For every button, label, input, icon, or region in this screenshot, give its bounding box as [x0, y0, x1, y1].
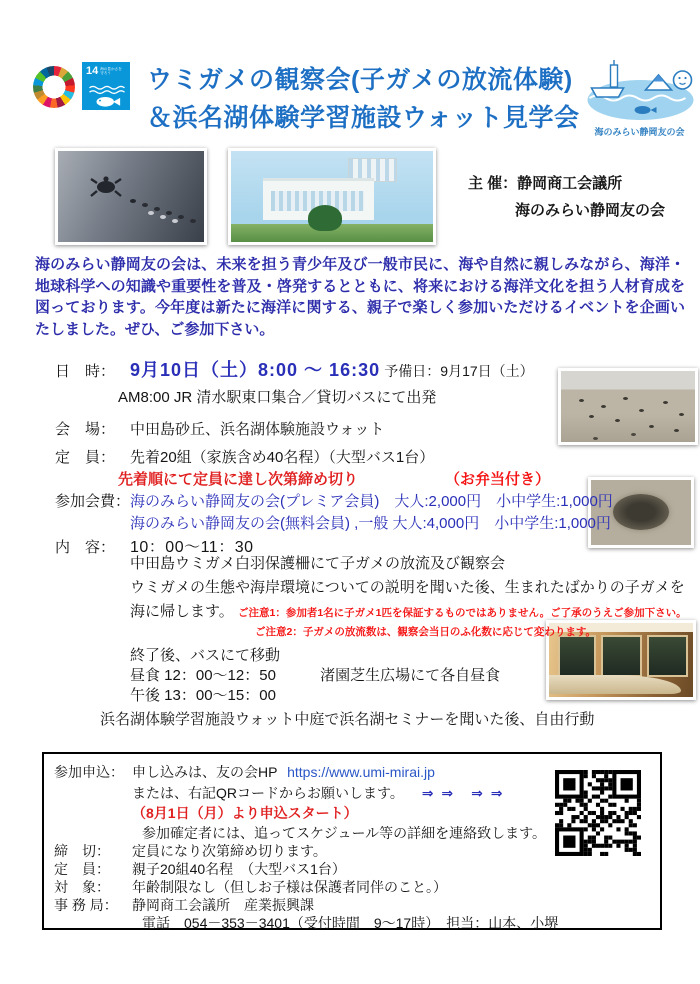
fee-premium-value: 海のみらい静岡友の会(プレミア会員) 大人:2,000円 小中学生:1,000円: [130, 493, 613, 510]
after-row: 終了後、バスにて移動: [130, 647, 281, 664]
sdg14-number: 14: [86, 65, 99, 77]
deadline-label: 締 切：: [54, 843, 110, 859]
arrow-icons: ⇒ ⇒ ⇒ ⇒: [421, 785, 505, 801]
tomonokai-hp-link[interactable]: https://www.umi-mirai.jp: [287, 764, 435, 780]
sdg-goal14-icon: [82, 62, 130, 110]
capacity-note-row: [118, 468, 550, 489]
content-line1: 中田島ウミガメ白羽保護柵にて子ガメの放流及び観察会: [130, 555, 506, 572]
logo-caption: 海のみらい静岡友の会: [594, 127, 685, 137]
application-info-box: [42, 752, 662, 930]
target-row: [54, 877, 447, 897]
turtle-silhouette-icon: [86, 171, 126, 201]
box-capacity-value: 親子20組40名程 （大型バス1台）: [132, 861, 346, 877]
tree: [308, 205, 342, 231]
datetime-value: 9月10日（土）8:00 ～ 16:30: [130, 360, 381, 380]
apply-label: 参加申込：: [54, 764, 124, 780]
venue-row: [55, 418, 384, 439]
start-date-note: （8月1日（月）より申込スタート）: [132, 805, 358, 821]
venue-label: 会 場：: [55, 421, 116, 438]
office-label: 事 務 局：: [54, 897, 118, 913]
office-value: 静岡商工会議所 産業振興課: [132, 897, 314, 913]
target-value: 年齢制限なし（但しお子様は保護者同伴のこと。）: [132, 879, 447, 895]
organizer-line1: 主 催：静岡商工会議所: [468, 175, 623, 192]
capacity-row: [55, 446, 434, 467]
intro-paragraph: 海のみらい静岡友の会は、未来を担う青少年及び一般市民に、海や自然に親しみながら、海洋・地球科学への知識や重要性を普及・啓発するとともに、将来における海洋文化を担う人材育成を図っております。今年度は新たに海洋に関する、親子で楽しく参加いただけるイベントを企画いたしました。ぜひ、ご参加下さい。: [35, 256, 685, 338]
qr-instruction: または、右記QRコードからお願いします。: [132, 785, 404, 801]
caution2-note: ご注意2：子ガメの放流数は、観察会当日のふ化数に応じて変わります。: [255, 626, 596, 638]
event-details-section: [0, 356, 700, 756]
caution1-note: ご注意1：参加者1名に子ガメ1匹を保証するものではありません。ご了承のうえご参加下さい。: [237, 607, 687, 619]
content-label: 内 容：: [55, 539, 116, 556]
sea-scene-logo-icon: [583, 60, 696, 122]
capacity-value: 先着20組（家族含め40名程）（大型バス1台）: [130, 449, 435, 466]
baby-turtle-photo: [55, 148, 207, 245]
office-row: [54, 895, 314, 915]
phone-row: 電話 054－353－3401（受付時間 9～17時） 担当：山本、小堺: [142, 915, 559, 931]
apply-intro: 申し込みは、友の会HP: [132, 764, 278, 780]
datetime-backup-note: 予備日：9月17日（土）: [384, 363, 534, 379]
sdg14-label: 海の豊かさを守ろう: [100, 67, 122, 75]
box-capacity-label: 定 員：: [54, 861, 110, 877]
content-line3-row: [130, 600, 687, 621]
qr-instruction-row: [132, 783, 504, 803]
umi-mirai-logo: [583, 60, 696, 138]
organizer-line2: 海のみらい静岡友の会: [515, 202, 666, 219]
afternoon-row: 午後 13：00～15：00: [130, 687, 276, 704]
bento-note: （お弁当付き）: [444, 471, 550, 488]
target-label: 対 象：: [54, 879, 110, 895]
venue-value: 中田島砂丘、浜名湖体験施設ウォット: [130, 421, 385, 438]
hamanako-row: 浜名湖体験学習施設ウォット中庭で浜名湖セミナーを聞いた後、自由行動: [100, 711, 595, 728]
wot-facility-photo: [228, 148, 436, 245]
fee-row2: 海のみらい静岡友の会(無料会員) ,一般 大人:4,000円 小中学生:1,000円: [130, 515, 611, 532]
fee-row1: [55, 490, 613, 511]
capacity-label: 定 員：: [55, 449, 116, 466]
qr-code: [555, 770, 641, 856]
organizer-block: [468, 172, 665, 220]
content-line2: ウミガメの生態や海岸環境についての説明を聞いた後、生まれたばかりの子ガメを: [130, 579, 685, 596]
turtle-track-dots: [130, 199, 136, 203]
confirm-row: 参加確定者には、追ってスケジュール等の詳細を連絡致します。: [142, 825, 547, 841]
content-time: 10：00～11：30: [130, 539, 254, 556]
lunch-row: [130, 664, 500, 685]
page-title-line2: ＆浜名湖体験学習施設ウォット見学会: [147, 104, 580, 132]
deadline-row: [54, 841, 327, 861]
waves-fish-icon: [86, 83, 128, 110]
datetime-label: 日 時：: [55, 363, 116, 380]
meeting-point-row: AM8:00 JR 清水駅東口集合／貸切バスにて出発: [118, 389, 437, 406]
lunch-time: 昼食 12：00～12：50: [130, 667, 276, 684]
sdg-wheel-icon: [33, 66, 75, 108]
lunch-note: 渚園芝生広場にて各自昼食: [320, 667, 501, 684]
datetime-row: [55, 356, 534, 382]
fee-label: 参加会費：: [55, 493, 131, 510]
page-title-line1: ウミガメの観察会(子ガメの放流体験): [147, 66, 573, 94]
deadline-value: 定員になり次第締め切ります。: [132, 843, 327, 859]
apply-row: [54, 762, 435, 782]
first-come-note: 先着順にて定員に達し次第締め切り: [118, 471, 359, 488]
content-line3: 海に帰します。: [130, 603, 234, 620]
box-capacity-row: [54, 859, 346, 879]
